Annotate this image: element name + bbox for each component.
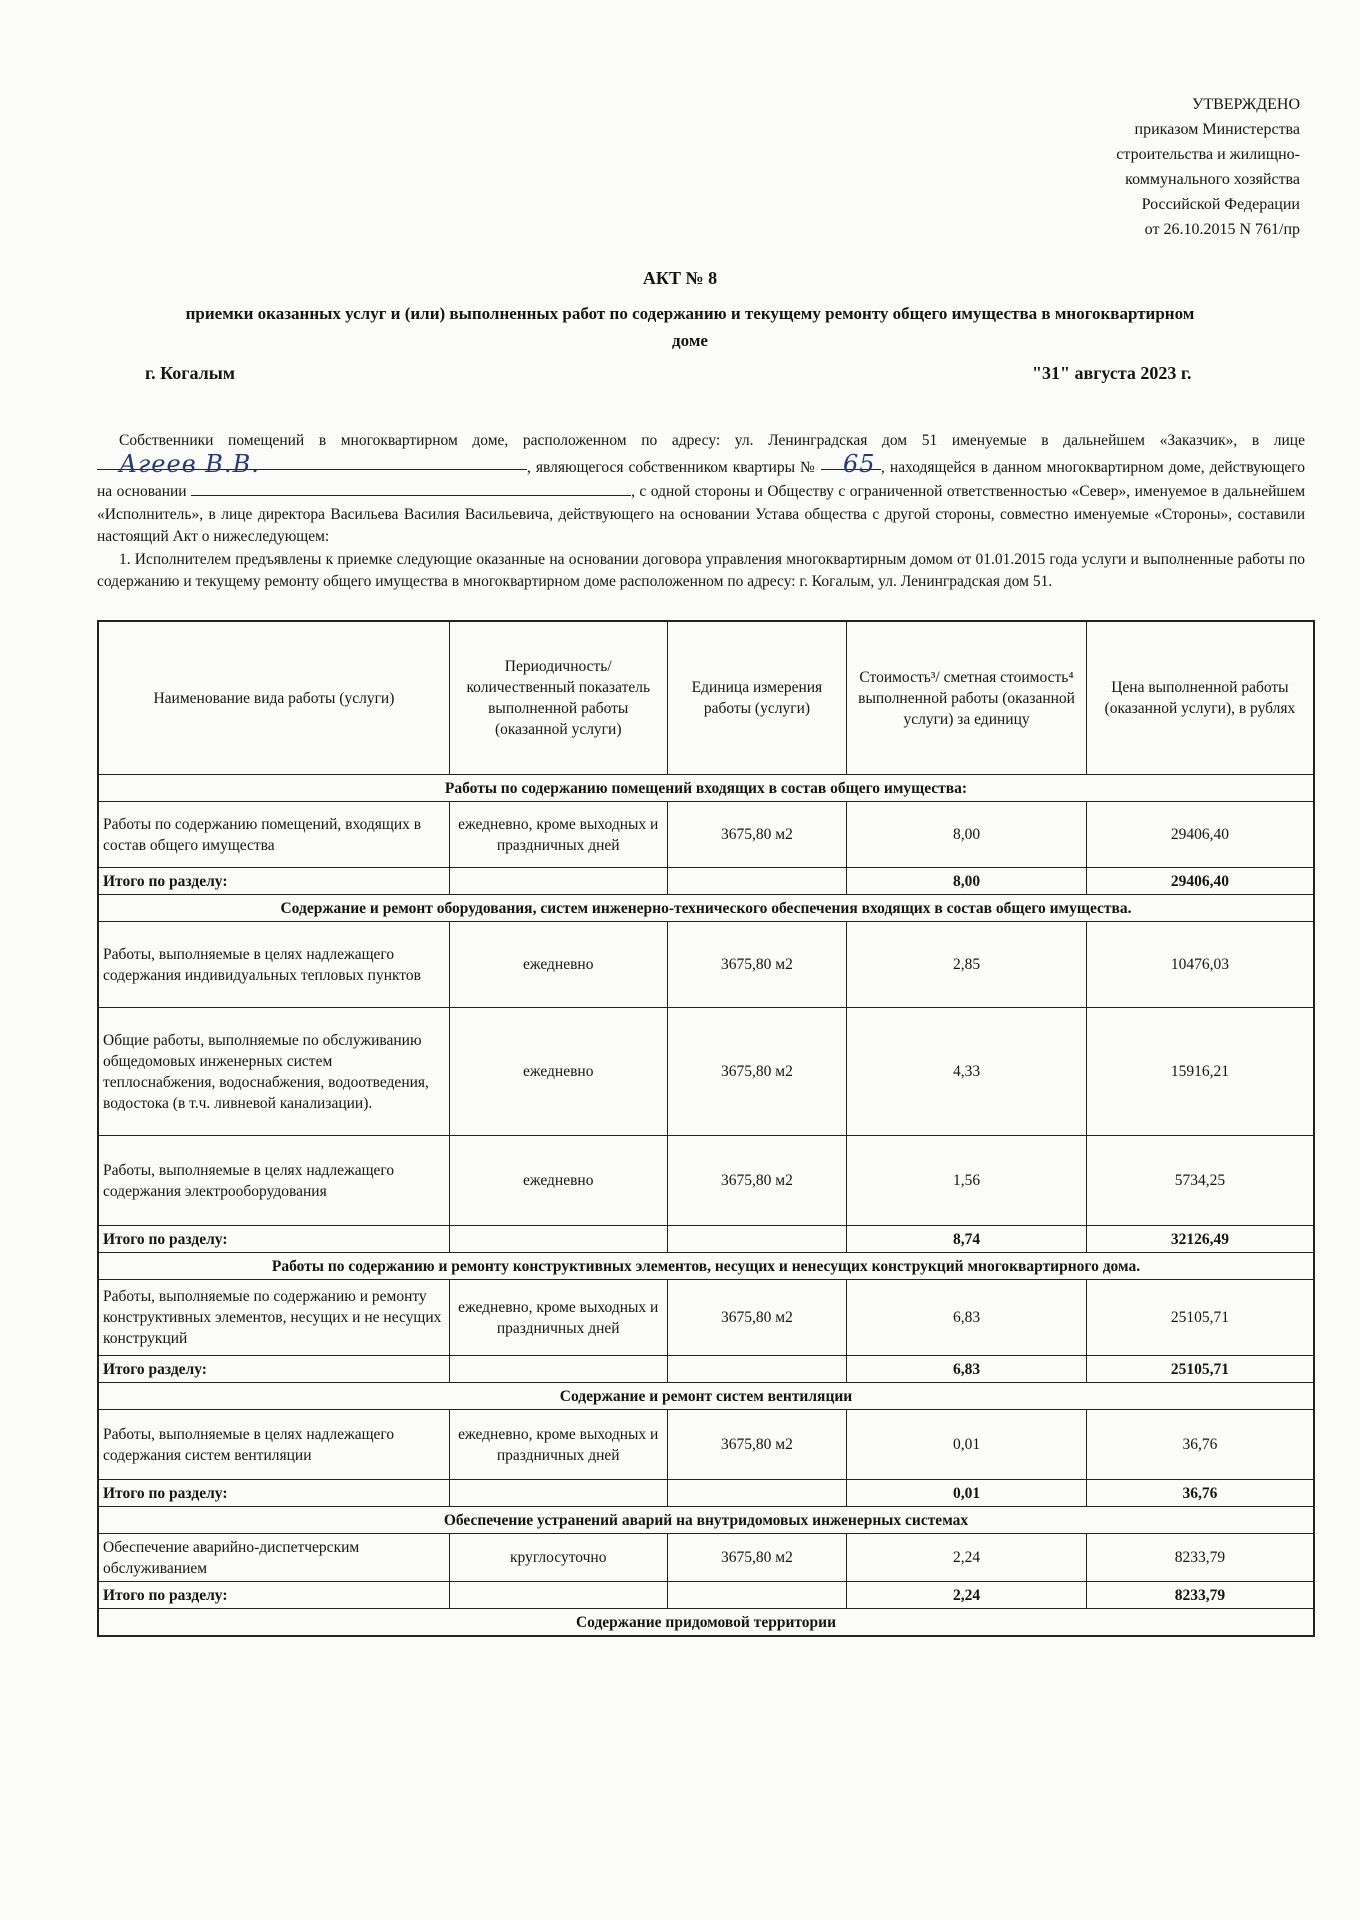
work-price: 10476,03 xyxy=(1086,922,1314,1008)
total-cost: 2,24 xyxy=(847,1582,1087,1609)
work-name: Работы, выполняемые по содержанию и ремонту конструктивных элементов, несущих и не несущих конструкций xyxy=(98,1280,449,1356)
section-title-row xyxy=(98,1609,1314,1637)
work-period: ежедневно, кроме выходных и праздничных дней xyxy=(449,802,667,868)
section-title: Содержание придомовой территории xyxy=(98,1609,1314,1637)
total-cost: 6,83 xyxy=(847,1356,1087,1383)
section-title: Работы по содержанию и ремонту конструктивных элементов, несущих и ненесущих конструкций многоквартирного дома. xyxy=(98,1253,1314,1280)
table-row xyxy=(98,1410,1314,1480)
total-price: 36,76 xyxy=(1086,1480,1314,1507)
table-header-row xyxy=(98,621,1314,775)
work-name: Работы, выполняемые в целях надлежащего содержания электрооборудования xyxy=(98,1136,449,1226)
act-title: АКТ № 8 xyxy=(642,268,718,288)
work-cost: 6,83 xyxy=(847,1280,1087,1356)
section-title: Содержание и ремонт оборудования, систем инженерно-технического обеспечения входящих в состав общего имущества. xyxy=(98,895,1314,922)
intro-apartment-text: , являющегося собственником квартиры № xyxy=(527,458,816,476)
intro-contractor-text: , с одной стороны и Обществу с ограниченной ответственностью «Север», именуемое в дальнейшем «Исполнитель», в лице директора Васильева Василия Васильевича, действующего на основании Устава общества с другой стороны, совместно именуемые «Стороны», составили настоящий Акт о нижеследующем: xyxy=(97,483,1305,545)
table-row xyxy=(98,1136,1314,1226)
approval-line: приказом Министерства xyxy=(1134,121,1300,138)
total-label: Итого по разделу: xyxy=(98,1226,449,1253)
total-label: Итого разделу: xyxy=(98,1356,449,1383)
work-price: 15916,21 xyxy=(1086,1008,1314,1136)
work-unit: 3675,80 м2 xyxy=(667,1008,847,1136)
table-row xyxy=(98,1534,1314,1582)
work-cost: 2,24 xyxy=(847,1534,1087,1582)
work-price: 8233,79 xyxy=(1086,1534,1314,1582)
work-unit: 3675,80 м2 xyxy=(667,1280,847,1356)
section-title: Работы по содержанию помещений входящих в состав общего имущества: xyxy=(98,775,1314,802)
total-price: 8233,79 xyxy=(1086,1582,1314,1609)
work-price: 25105,71 xyxy=(1086,1280,1314,1356)
total-label: Итого по разделу: xyxy=(98,1480,449,1507)
total-cost: 0,01 xyxy=(847,1480,1087,1507)
work-cost: 8,00 xyxy=(847,802,1087,868)
work-name: Работы, выполняемые в целях надлежащего содержания систем вентиляции xyxy=(98,1410,449,1480)
work-unit: 3675,80 м2 xyxy=(667,1534,847,1582)
header-price: Цена выполненной работы (оказанной услуги), в рублях xyxy=(1086,621,1314,775)
work-cost: 0,01 xyxy=(847,1410,1087,1480)
section-total-row xyxy=(98,1356,1314,1383)
work-period: круглосуточно xyxy=(449,1534,667,1582)
work-price: 29406,40 xyxy=(1086,802,1314,868)
header-periodicity: Периодичность/ количественный показатель выполненной работы (оказанной услуги) xyxy=(449,621,667,775)
total-label: Итого по разделу: xyxy=(98,1582,449,1609)
city: г. Когалым xyxy=(145,363,236,383)
apartment-number-field xyxy=(821,449,881,478)
handwritten-apartment-number: 65 xyxy=(843,449,876,478)
approval-line: строительства и жилищно- xyxy=(1116,146,1300,163)
work-unit: 3675,80 м2 xyxy=(667,1410,847,1480)
work-cost: 2,85 xyxy=(847,922,1087,1008)
header-unit: Единица измерения работы (услуги) xyxy=(667,621,847,775)
work-period: ежедневно xyxy=(449,1136,667,1226)
section-title: Обеспечение устранений аварий на внутридомовых инженерных системах xyxy=(98,1507,1314,1534)
section-title-row xyxy=(98,1253,1314,1280)
approval-block xyxy=(1116,92,1300,242)
total-cost: 8,74 xyxy=(847,1226,1087,1253)
table-row xyxy=(98,802,1314,868)
table-row xyxy=(98,1008,1314,1136)
work-unit: 3675,80 м2 xyxy=(667,802,847,868)
total-price: 25105,71 xyxy=(1086,1356,1314,1383)
work-name: Общие работы, выполняемые по обслуживанию общедомовых инженерных систем теплоснабжения, водоснабжения, водоотведения, водостока (в т.ч. ливневой канализации). xyxy=(98,1008,449,1136)
approval-line: коммунального хозяйства xyxy=(1125,171,1300,188)
work-period: ежедневно, кроме выходных и праздничных дней xyxy=(449,1410,667,1480)
section-total-row xyxy=(98,1480,1314,1507)
work-period: ежедневно, кроме выходных и праздничных дней xyxy=(449,1280,667,1356)
owner-name-field xyxy=(97,449,527,478)
works-table xyxy=(97,620,1315,1637)
work-cost: 4,33 xyxy=(847,1008,1087,1136)
intro-basis-text: , находящейся в данном многоквартирном доме, действующего на основании xyxy=(97,458,1306,500)
approval-line: УТВЕРЖДЕНО xyxy=(1191,96,1300,113)
table-row xyxy=(98,922,1314,1008)
section-total-row xyxy=(98,1582,1314,1609)
work-price: 5734,25 xyxy=(1086,1136,1314,1226)
section-title-row xyxy=(98,1383,1314,1410)
intro-paragraph-2: 1. Исполнителем предъявлены к приемке следующие оказанные на основании договора управления многоквартирным домом от 01.01.2015 года услуги и выполненные работы по содержанию и текущему ремонту общего имущества в многоквартирном доме расположенном по адресу: г. Когалым, ул. Ленинградская дом 51. xyxy=(97,550,1305,590)
act-date: "31" августа 2023 г. xyxy=(1032,363,1192,383)
section-total-row xyxy=(98,868,1314,895)
work-name: Работы по содержанию помещений, входящих в состав общего имущества xyxy=(98,802,449,868)
intro-parties-text: Собственники помещений в многоквартирном доме, расположенном по адресу: ул. Ленинградская дом 51 именуемые в дальнейшем «Заказчик», в лице xyxy=(119,432,1305,449)
work-unit: 3675,80 м2 xyxy=(667,922,847,1008)
work-price: 36,76 xyxy=(1086,1410,1314,1480)
total-label: Итого по разделу: xyxy=(98,868,449,895)
total-price: 32126,49 xyxy=(1086,1226,1314,1253)
header-unit-cost: Стоимость³/ сметная стоимость⁴ выполненной работы (оказанной услуги) за единицу xyxy=(847,621,1087,775)
section-title-row xyxy=(98,775,1314,802)
table-row xyxy=(98,1280,1314,1356)
section-title: Содержание и ремонт систем вентиляции xyxy=(98,1383,1314,1410)
total-price: 29406,40 xyxy=(1086,868,1314,895)
section-title-row xyxy=(98,1507,1314,1534)
basis-blank-field xyxy=(191,479,631,496)
work-unit: 3675,80 м2 xyxy=(667,1136,847,1226)
approval-line: Российской Федерации xyxy=(1141,196,1300,213)
work-period: ежедневно xyxy=(449,922,667,1008)
section-total-row xyxy=(98,1226,1314,1253)
work-cost: 1,56 xyxy=(847,1136,1087,1226)
header-work-name: Наименование вида работы (услуги) xyxy=(98,621,449,775)
total-cost: 8,00 xyxy=(847,868,1087,895)
work-name: Работы, выполняемые в целях надлежащего содержания индивидуальных тепловых пунктов xyxy=(98,922,449,1008)
section-title-row xyxy=(98,895,1314,922)
work-name: Обеспечение аварийно-диспетчерским обслуживанием xyxy=(98,1534,449,1582)
intro-paragraph-1 xyxy=(97,430,1305,549)
handwritten-owner-name: Агеев В.В. xyxy=(119,449,260,478)
intro-text xyxy=(97,430,1305,594)
work-period: ежедневно xyxy=(449,1008,667,1136)
act-subtitle: приемки оказанных услуг и (или) выполненных работ по содержанию и текущему ремонту общего имущества в многоквартирном доме xyxy=(185,304,1195,350)
approval-line: от 26.10.2015 N 761/пр xyxy=(1144,221,1300,238)
